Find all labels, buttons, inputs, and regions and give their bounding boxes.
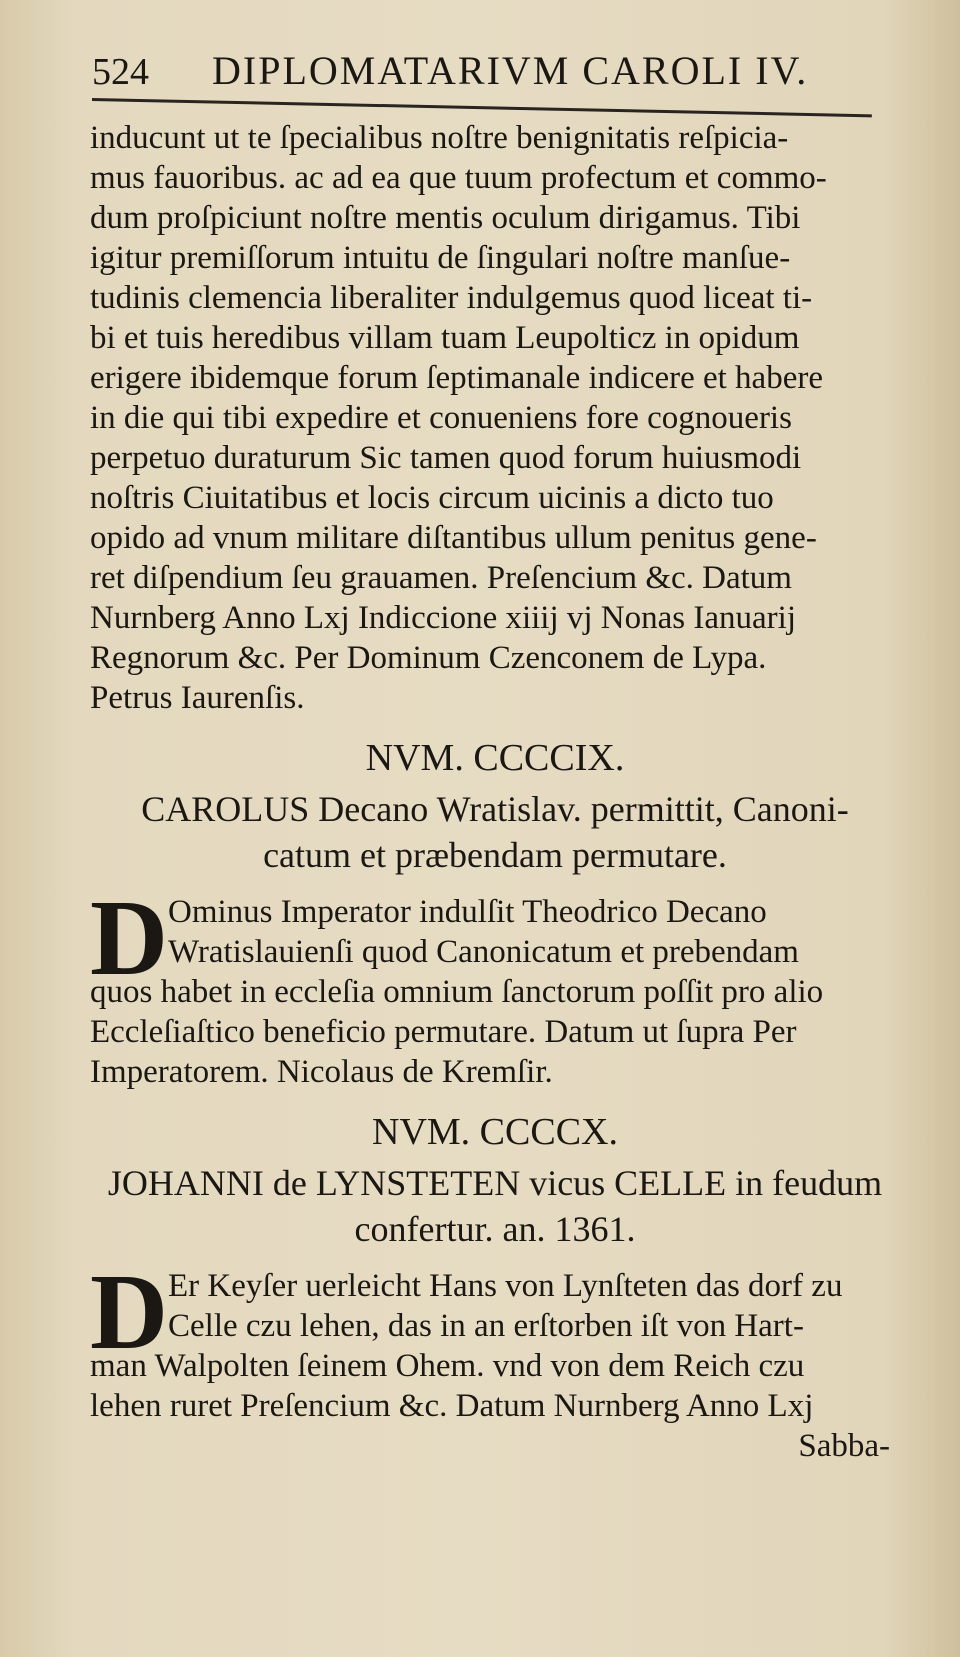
text-line: inducunt ut te ſpecialibus noſtre benignitatis reſpicia- — [90, 120, 789, 156]
charter-text-410 — [90, 1253, 900, 1466]
text-line: Eccleſiaſtico beneficio permutare. Datum ut ſupra Per — [90, 1014, 797, 1050]
section-summary-409 — [90, 786, 900, 878]
text-line: Regnorum &c. Per Dominum Czenconem de Lypa. — [90, 640, 767, 676]
text-line: dum proſpiciunt noſtre mentis oculum dirigamus. Tibi — [90, 200, 801, 236]
text-line: Wratislauienſi quod Canonicatum et prebendam — [168, 934, 799, 970]
text-line: opido ad vnum militare diſtantibus ullum penitus gene- — [90, 520, 817, 556]
text-line: lehen ruret Preſencium &c. Datum Nurnberg Anno Lxj — [90, 1388, 814, 1424]
section-heading-410: NVM. CCCCX. — [372, 1111, 618, 1153]
text-line: Ominus Imperator indulſit Theodrico Decano — [168, 894, 767, 930]
body-text — [90, 118, 900, 1466]
section-heading-409: NVM. CCCCIX. — [365, 737, 625, 779]
text-line: noſtris Ciuitatibus et locis circum uicinis a dicto tuo — [90, 480, 774, 516]
summary-line: catum et præbendam permutare. — [263, 835, 727, 875]
text-line: Petrus Iaurenſis. — [90, 680, 305, 716]
section-summary-410 — [90, 1160, 900, 1252]
text-line: bi et tuis heredibus villam tuam Leupolticz in opidum — [90, 320, 800, 356]
text-line: quos habet in eccleſia omnium ſanctorum poſſit pro alio — [90, 974, 824, 1010]
text-line: man Walpolten ſeinem Ohem. vnd von dem Reich czu — [90, 1348, 805, 1384]
drop-cap: D — [90, 879, 168, 998]
paragraph-continued — [90, 118, 900, 718]
summary-line: confertur. an. 1361. — [354, 1209, 636, 1249]
summary-line: CAROLUS Decano Wratislav. permittit, Canoni- — [141, 789, 849, 829]
text-line: Celle czu lehen, das in an erſtorben iſt von Hart- — [168, 1308, 804, 1344]
running-title: DIPLOMATARIVM CAROLI IV. — [212, 48, 809, 93]
summary-line: JOHANNI de LYNSTETEN vicus CELLE in feudum — [107, 1163, 883, 1203]
text-line: mus fauoribus. ac ad ea que tuum profectum et commo- — [90, 160, 827, 196]
charter-text-409 — [90, 879, 900, 1092]
drop-cap: D — [90, 1253, 168, 1372]
text-line: ret diſpendium ſeu grauamen. Preſencium &c. Datum — [90, 560, 792, 596]
text-line: Imperatorem. Nicolaus de Kremſir. — [90, 1054, 553, 1090]
text-line: igitur premiſſorum intuitu de ſingulari noſtre manſue- — [90, 240, 791, 276]
text-line: erigere ibidemque forum ſeptimanale indicere et habere — [90, 360, 823, 396]
text-line: perpetuo duraturum Sic tamen quod forum huiusmodi — [90, 440, 802, 476]
running-head — [92, 38, 900, 94]
text-line: tudinis clemencia liberaliter indulgemus quod liceat ti- — [90, 280, 813, 316]
page-number: 524 — [92, 51, 149, 93]
catchword: Sabba- — [798, 1428, 890, 1464]
text-line: Er Keyſer uerleicht Hans von Lynſteten das dorf zu — [168, 1268, 843, 1304]
text-line: in die qui tibi expedire et conueniens fore cognoueris — [90, 400, 792, 436]
text-line: Nurnberg Anno Lxj Indiccione xiiij vj Nonas Ianuarij — [90, 600, 796, 636]
header-rule — [92, 98, 872, 117]
